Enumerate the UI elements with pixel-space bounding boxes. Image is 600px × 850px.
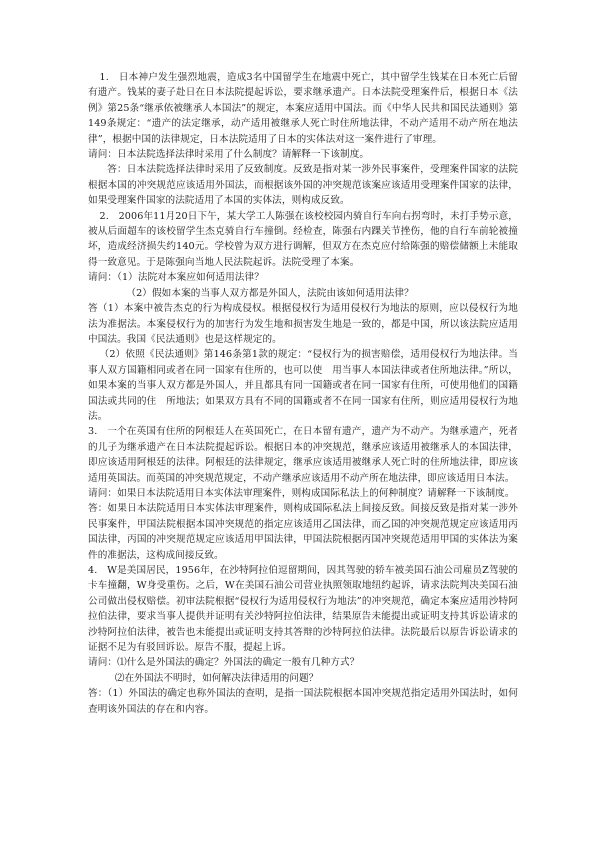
case-3-question: 请问：如果日本法院适用日本实体法审理案件，则构成国际私法上的何种制度？请解释一下该制度。 xyxy=(88,487,515,499)
case-4-question-2: ⑵在外国法不明时，如何解决法律适用的问题？ xyxy=(114,672,319,684)
case-1-paragraph: 1. 日本神户发生强烈地震，造成3名中国留学生在地震中死亡，其中留学生钱某在日本死亡后留有遗产。钱某的妻子赴日在日本法院提起诉讼，要求继承遗产。日本法院受理案件后，根据日本《法例》第25条“继承依被继承人本国法”的规定，本案应适用中国法。而《中华人民共和国民法通则》第149条规定：“遗产的法定继承，动产适用被继承人死亡时住所地法律，不动产适用不动产所在地法律”，根据中国的法律规定，日本法院适用了日本的实体法对这一案件进行了审理。 xyxy=(88,72,518,145)
case-4-paragraph: 4. W是美国居民，1956年，在沙特阿拉伯逗留期间，因其驾驶的轿车被美国石油公司雇员Z驾驶的卡车撞翻，W身受重伤。之后，W在美国石油公司营业执照领取地纽约起诉，请求法院判决美国石油公司做出侵权赔偿。初审法院根据“侵权行为适用侵权行为地法”的冲突规范，确定本案应适用沙特阿拉伯法律，要求当事人提供并证明有关沙特阿拉伯法律，结果原告未能提出或证明支持其诉讼请求的沙特阿拉伯法律，被告也未能提出或证明支持其答辩的沙特阿拉伯法律。法院最后以原告诉讼请求的证据不足为有驳回诉讼。原告不服，提起上诉。 xyxy=(88,565,518,654)
case-2-question-2: （2）假如本案的当事人双方都是外国人，法院由该如何适用法律？ xyxy=(126,287,414,299)
case-2-question-1: 请问：（1）法院对本案应如何适用法律？ xyxy=(88,272,264,284)
case-2-answer-1: 答（1）本案中被告杰克的行为构成侵权。根据侵权行为适用侵权行为地法的原则，应以侵权行为地法为准据法。本案侵权行为的加害行为发生地和损害发生地是一致的，都是中国，所以该法院应适用中国法。我国《民法通则》也是这样规定的。 xyxy=(88,303,518,345)
case-2-paragraph: 2. 2006年11月20日下午，某大学工人陈强在该校校园内骑自行车向右拐弯时，未打手势示意，被从后面超车的该校留学生杰克骑自行车撞倒。经检查，陈强右内踝关节挫伤，他的自行车前轮被撞坏，造成经济损失约140元。学校曾为双方进行调解，但双方在杰克应付给陈强的赔偿储额上未能取得一致意见。于是陈强向当地人民法院起诉。法院受理了本案。 xyxy=(88,210,518,268)
document-body xyxy=(88,70,518,717)
case-3-paragraph: 3. 一个在英国有住所的阿根廷人在英国死亡，在日本留有遗产，遗产为不动产。为继承遗产，死者的儿子为继承遗产在日本法院提起诉讼。根据日本的冲突规范，继承应该适用被继承人的本国法律，即应该适用阿根廷的法律。阿根廷的法律规定，继承应该适用被继承人死亡时的住所地法律，即应该适用英国法。而英国的冲突规范规定，不动产继承应该适用不动产所在地法律，即应该适用日本法。 xyxy=(88,426,518,484)
case-1-question: 请问：日本法院选择法律时采用了什么制度？请解释一下该制度。 xyxy=(88,149,370,161)
case-4-answer-1: 答：（1）外国法的确定也称外国法的查明，是指一国法院根据本国冲突规范指定适用外国法时，如何查明该外国法的存在和内容。 xyxy=(88,688,518,715)
case-1-answer: 答：日本法院选择法律时采用了反致制度。反致是指对某一涉外民事案件，受理案件国家的法院根据本国的冲突规范应该适用外国法，而根据该外国的冲突规范该案应该适用受理案件国家的法律，如果受理案件国家的法院适用了本国的实体法，则构成反致。 xyxy=(88,164,518,207)
case-3-answer: 答：如果日本法院适用日本实体法审理案件，则构成国际私法上间接反致。间接反致是指对某一涉外民事案件，甲国法院根据本国冲突规范的指定应该适用乙国法律，而乙国的冲突规范规定应该适用丙国法律，丙国的冲突规范规定应该适用甲国法律，甲国法院根据丙国冲突规范适用甲国的实体法为案件的准据法，这构成间接反致。 xyxy=(88,503,518,561)
case-4-question-1: 请问：⑴什么是外国法的确定？外国法的确定一般有几种方式？ xyxy=(88,657,360,669)
case-2-answer-2: （2）依照《民法通则》第146条第1款的规定：“侵权行为的损害赔偿，适用侵权行为地法律。当事人双方国籍相同或者在同一国家有住所的，也可以使 用当事人本国法律或者住所地法律。”所以，如果本案的当事人双方都是外国人，并且都具有同一国籍或者在同一国家有住所，可使用他们的国籍国法或共同的住 所地法；如果双方具有不同的国籍或者不在同一国家有住所，则应适用侵权行为地法。 xyxy=(88,349,518,422)
